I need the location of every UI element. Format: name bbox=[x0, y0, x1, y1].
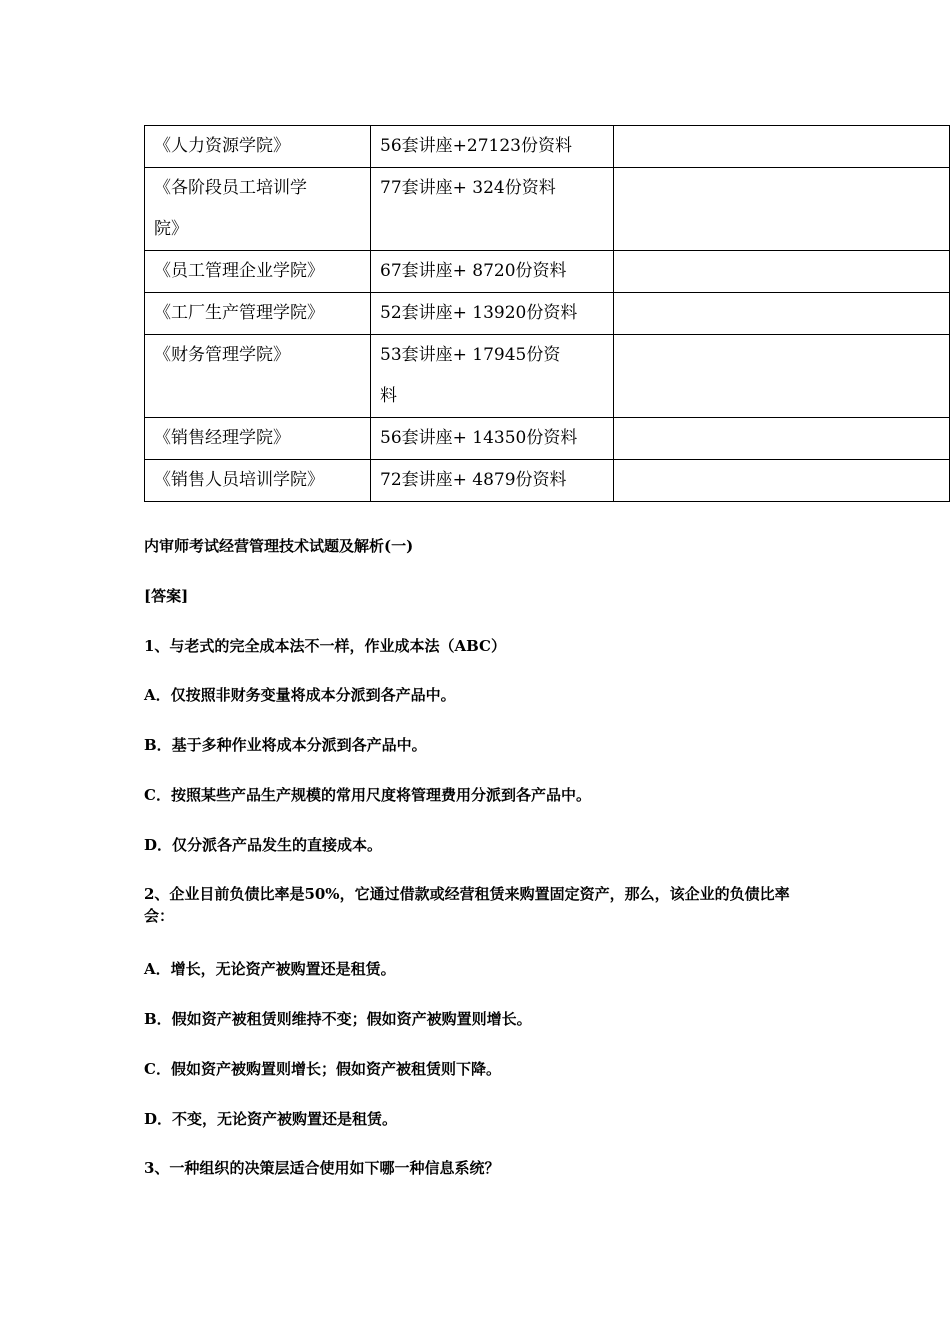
course-count-cell bbox=[371, 126, 614, 168]
course-count-text: 53套讲座+ 17945份资料 bbox=[380, 345, 561, 406]
course-count-text: 56套讲座+27123份资料 bbox=[380, 136, 572, 156]
question-3: 3、一种组织的决策层适合使用如下哪一种信息系统？ bbox=[144, 1159, 500, 1177]
course-count-cell bbox=[371, 418, 614, 460]
table-row bbox=[145, 293, 950, 335]
table-row bbox=[145, 460, 950, 502]
question-1-option-a: A．仅按照非财务变量将成本分派到各产品中。 bbox=[144, 686, 456, 704]
empty-cell bbox=[614, 293, 950, 335]
course-count-cell bbox=[371, 293, 614, 335]
course-count-text: 67套讲座+ 8720份资料 bbox=[380, 261, 567, 281]
table-row bbox=[145, 418, 950, 460]
empty-cell bbox=[614, 335, 950, 418]
question-1-option-b: B．基于多种作业将成本分派到各产品中。 bbox=[144, 736, 427, 754]
table-row bbox=[145, 126, 950, 168]
question-1-option-c: C．按照某些产品生产规模的常用尺度将管理费用分派到各产品中。 bbox=[144, 786, 591, 804]
course-count-cell bbox=[371, 460, 614, 502]
course-count-text: 72套讲座+ 4879份资料 bbox=[380, 470, 567, 490]
course-name-text: 《各阶段员工培训学院》 bbox=[154, 178, 307, 239]
course-name-cell: 《财务管理学院》 bbox=[145, 335, 371, 418]
course-count-text: 77套讲座+ 324份资料 bbox=[380, 178, 556, 198]
question-2-option-b: B．假如资产被租赁则维持不变；假如资产被购置则增长。 bbox=[144, 1010, 532, 1028]
section-title: 内审师考试经营管理技术试题及解析(一) bbox=[144, 537, 414, 555]
empty-cell bbox=[614, 460, 950, 502]
question-1: 1、与老式的完全成本法不一样，作业成本法（ABC） bbox=[144, 637, 506, 655]
table-row bbox=[145, 335, 950, 418]
answer-label: [答案] bbox=[144, 587, 189, 605]
course-name-cell: 《员工管理企业学院》 bbox=[145, 251, 371, 293]
question-2: 2、企业目前负债比率是50%，它通过借款或经营租赁来购置固定资产，那么，该企业的负债比率会： bbox=[144, 885, 790, 925]
question-2-option-d: D．不变，无论资产被购置还是租赁。 bbox=[144, 1110, 398, 1128]
table-row bbox=[145, 168, 950, 251]
course-count-text: 56套讲座+ 14350份资料 bbox=[380, 428, 578, 448]
course-name-cell bbox=[145, 168, 371, 251]
course-name-cell: 《人力资源学院》 bbox=[145, 126, 371, 168]
course-table bbox=[144, 125, 950, 502]
course-name-cell: 《销售人员培训学院》 bbox=[145, 460, 371, 502]
empty-cell bbox=[614, 126, 950, 168]
question-1-option-d: D．仅分派各产品发生的直接成本。 bbox=[144, 836, 383, 854]
table-row bbox=[145, 251, 950, 293]
course-count-cell bbox=[371, 168, 614, 251]
course-name-cell: 《销售经理学院》 bbox=[145, 418, 371, 460]
course-count-text: 52套讲座+ 13920份资料 bbox=[380, 303, 578, 323]
empty-cell bbox=[614, 168, 950, 251]
course-count-cell bbox=[371, 251, 614, 293]
empty-cell bbox=[614, 251, 950, 293]
course-name-cell: 《工厂生产管理学院》 bbox=[145, 293, 371, 335]
course-count-cell bbox=[371, 335, 614, 418]
question-2-option-a: A．增长，无论资产被购置还是租赁。 bbox=[144, 960, 396, 978]
empty-cell bbox=[614, 418, 950, 460]
question-2-option-c: C．假如资产被购置则增长；假如资产被租赁则下降。 bbox=[144, 1060, 501, 1078]
